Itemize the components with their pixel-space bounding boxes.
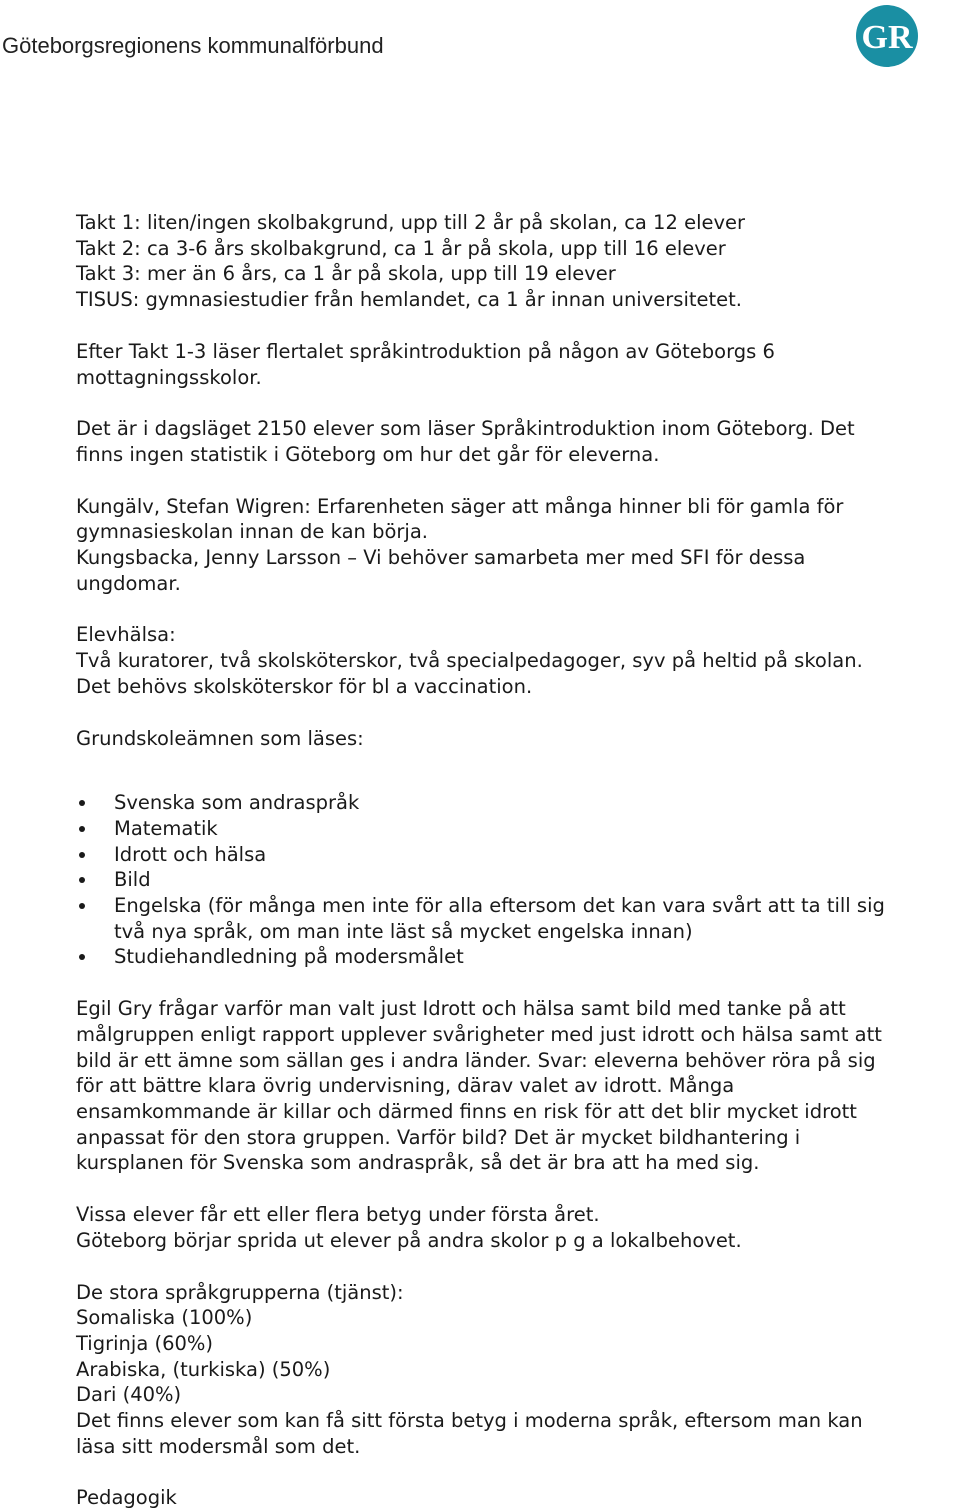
document-body <box>76 210 960 1511</box>
list-item: Matematik <box>76 816 960 842</box>
organization-name: Göteborgsregionens kommunalförbund <box>2 33 384 58</box>
elevhalsa-paragraph: Två kuratorer, två skolsköterskor, två specialpedagoger, syv på heltid på skolan. Det behövs skolsköterskor för bl a vaccination. <box>76 649 863 698</box>
subjects-heading: Grundskoleämnen som läses: <box>76 726 364 750</box>
after-takt-paragraph: Efter Takt 1-3 läser flertalet språkintroduktion på någon av Göteborgs 6 mottagningsskolor. <box>76 339 775 389</box>
list-item: Engelska (för många men inte för alla eftersom det kan vara svårt att ta till sig två nya språk, om man inte läst så mycket engelska innan) <box>76 893 960 944</box>
list-item: Svenska som andraspråk <box>76 790 960 816</box>
list-item: Studiehandledning på modersmålet <box>76 944 960 970</box>
logo-text: GR <box>861 19 913 56</box>
pedagogik-heading: Pedagogik <box>76 1486 177 1510</box>
grades-paragraph: Vissa elever får ett eller flera betyg under första året. Göteborg börjar sprida ut elever på andra skolor p g a lokalbehovet. <box>76 1203 742 1252</box>
gr-logo <box>851 4 921 68</box>
list-item: Bild <box>76 867 960 893</box>
takt-paragraph: Takt 1: liten/ingen skolbakgrund, upp till 2 år på skolan, ca 12 elever Takt 2: ca 3-6 års skolbakgrund, ca 1 år på skola, upp till 16 elever Takt 3: mer än 6 års, ca 1 år på skola, upp till 19 elever TISUS: gymnasiestudier från hemlandet, ca 1 år innan universitetet. <box>76 211 746 312</box>
list-item: Idrott och hälsa <box>76 842 960 868</box>
kungsbacka-paragraph: Kungsbacka, Jenny Larsson – Vi behöver samarbeta mer med SFI för dessa ungdomar. <box>76 546 806 595</box>
subjects-list <box>76 790 960 970</box>
egil-gry-paragraph: Egil Gry frågar varför man valt just Idrott och hälsa samt bild med tanke på att målgruppen enligt rapport upplever svårigheter med just idrott och hälsa samt att bild är ett ämne som sällan ges i andra länder. Svar: eleverna behöver röra på sig för att bättre klara övrig undervisning, därav valet av idrott. Många ensamkommande är killar och därmed finns en risk för att det blir mycket idrott anpassat för den stora gruppen. Varför bild? Det är mycket bildhantering i kursplanen för Svenska som andraspråk, så det är bra att ha med sig. <box>76 997 882 1175</box>
statistics-paragraph: Det är i dagsläget 2150 elever som läser Språkintroduktion inom Göteborg. Det finns ingen statistik i Göteborg om hur det går för eleverna. <box>76 417 855 466</box>
language-groups-paragraph: De stora språkgrupperna (tjänst): Somaliska (100%) Tigrinja (60%) Arabiska, (turkiska) (50%) Dari (40%) Det finns elever som kan få sitt första betyg i moderna språk, eftersom man kan läsa sitt modersmål som det. <box>76 1280 863 1458</box>
elevhalsa-heading: Elevhälsa: <box>76 623 176 647</box>
kungalv-paragraph: Kungälv, Stefan Wigren: Erfarenheten säger att många hinner bli för gamla för gymnasieskolan innan de kan börja. <box>76 494 844 544</box>
